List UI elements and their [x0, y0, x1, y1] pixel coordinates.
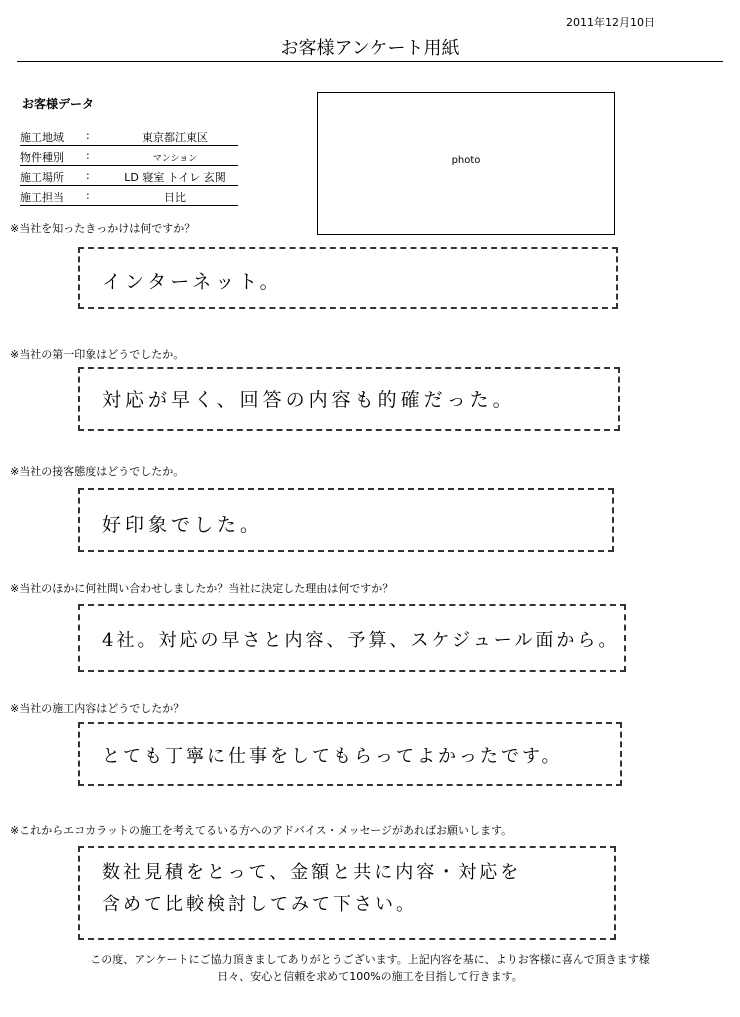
question-5: ※当社の施工内容はどうでしたか？: [10, 702, 185, 715]
answer-text-2: 対応が早く、回答の内容も的確だった。: [102, 389, 516, 411]
answer-text-6-line-1: 数社見積をとって、金額と共に内容・対応を: [102, 862, 522, 883]
answer-text-6-line-2: 含めて比較検討してみて下さい。: [102, 894, 417, 915]
customer-row-area: [20, 126, 238, 146]
row-colon: :: [86, 189, 90, 202]
question-4: ※当社のほかに何社問い合わせしましたか？当社に決定した理由は何ですか？: [10, 582, 394, 595]
survey-date: 2011年12月10日: [566, 16, 655, 29]
question-6: ※これからエコカラットの施工を考えてるいる方へのアドバイス・メッセージがあればお願いします。: [10, 824, 513, 837]
customer-row-property-type: [20, 146, 238, 166]
row-label: 施工場所: [20, 171, 64, 184]
customer-row-staff: [20, 186, 238, 206]
answer-text-4: 4社。対応の早さと内容、予算、スケジュール面から。: [102, 630, 620, 651]
row-value: LD 寝室 トイレ 玄関: [124, 171, 226, 184]
answer-box-3: [78, 488, 614, 552]
row-label: 物件種別: [20, 151, 64, 164]
answer-text-1: インターネット。: [102, 271, 283, 293]
photo-frame: [317, 92, 615, 235]
answer-box-5: [78, 722, 622, 786]
row-label: 施工担当: [20, 191, 64, 204]
answer-text-5: とても丁寧に仕事をしてもらってよかったです。: [102, 746, 563, 767]
page-title: お客様アンケート用紙: [280, 38, 460, 59]
answer-text-3: 好印象でした。: [102, 514, 264, 536]
customer-row-location: [20, 166, 238, 186]
answer-box-2: [78, 367, 620, 431]
row-colon: :: [86, 129, 90, 142]
customer-data-heading: お客様データ: [22, 97, 95, 111]
answer-box-1: [78, 247, 618, 309]
row-value: 日比: [164, 191, 186, 204]
row-colon: :: [86, 149, 90, 162]
row-colon: :: [86, 169, 90, 182]
row-label: 施工地域: [20, 131, 64, 144]
question-1: ※当社を知ったきっかけは何ですか？: [10, 222, 196, 235]
question-2: ※当社の第一印象はどうでしたか。: [10, 348, 185, 361]
footer-line-2: 日々、安心と信頼を求めて100%の施工を目指して行きます。: [217, 970, 523, 983]
answer-box-6: [78, 846, 616, 940]
question-3: ※当社の接客態度はどうでしたか。: [10, 465, 185, 478]
title-underline: [17, 61, 723, 62]
row-value: 東京都江東区: [142, 131, 208, 144]
photo-label: photo: [451, 155, 481, 166]
footer-line-1: この度、アンケートにご協力頂きましてありがとうございます。上記内容を基に、よりお客様に喜んで頂きます様: [90, 953, 650, 966]
answer-box-4: [78, 604, 626, 672]
row-value: マンション: [152, 154, 198, 164]
